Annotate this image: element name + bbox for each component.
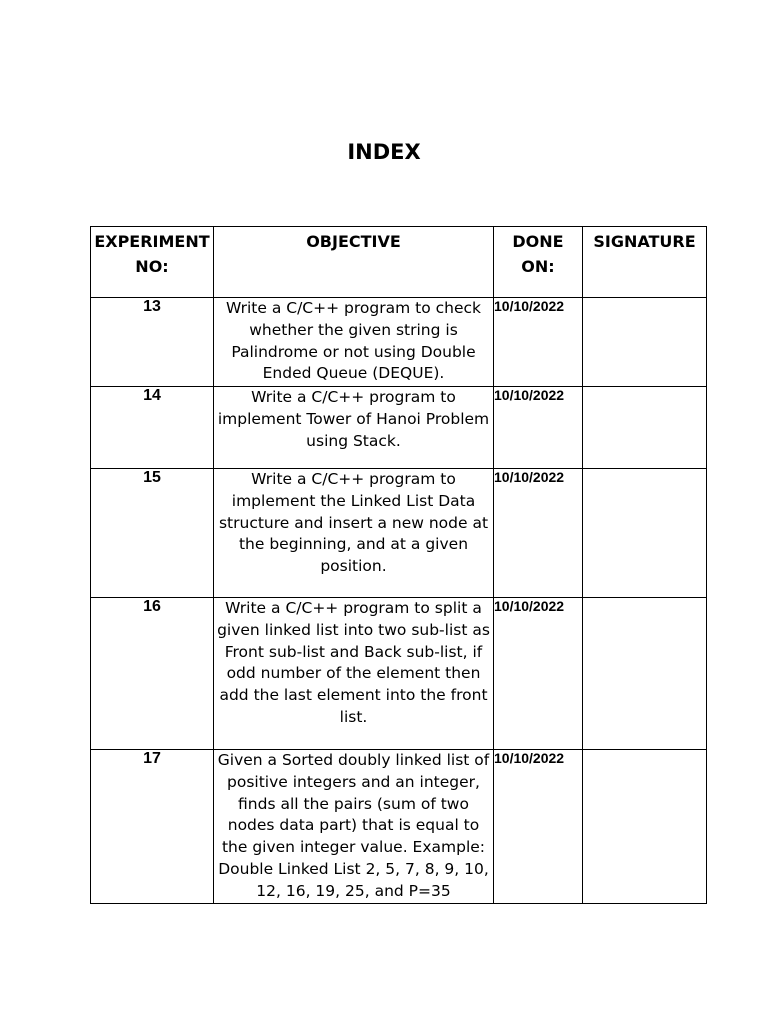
signature-cell [583, 750, 707, 904]
signature-cell [583, 598, 707, 750]
header-experiment-no: EXPERIMENT NO: [91, 227, 214, 298]
experiment-number: 16 [91, 598, 214, 750]
experiment-number: 14 [91, 387, 214, 469]
header-objective: OBJECTIVE [214, 227, 494, 298]
signature-cell [583, 469, 707, 598]
table-row [91, 298, 707, 387]
done-on-date: 10/10/2022 [494, 750, 583, 904]
experiment-number: 17 [91, 750, 214, 904]
done-on-date: 10/10/2022 [494, 598, 583, 750]
done-on-date: 10/10/2022 [494, 387, 583, 469]
header-done-on: DONE ON: [494, 227, 583, 298]
done-on-date: 10/10/2022 [494, 298, 583, 387]
table-row [91, 750, 707, 904]
objective-text: Given a Sorted doubly linked list of positive integers and an integer, finds all the pairs (sum of two nodes data part) that is equal to the given integer value. Example: Double Linked List 2, 5, 7, 8, 9, 10, 12, 16, 19, 25, and P=35 [214, 750, 494, 904]
objective-text: Write a C/C++ program to implement Tower of Hanoi Problem using Stack. [214, 387, 494, 469]
experiment-number: 13 [91, 298, 214, 387]
header-signature: SIGNATURE [583, 227, 707, 298]
index-table [90, 226, 707, 904]
done-on-date: 10/10/2022 [494, 469, 583, 598]
table-row [91, 598, 707, 750]
page-title: INDEX [347, 140, 421, 164]
table-row [91, 387, 707, 469]
experiment-number: 15 [91, 469, 214, 598]
objective-text: Write a C/C++ program to check whether the given string is Palindrome or not using Double Ended Queue (DEQUE). [214, 298, 494, 387]
signature-cell [583, 387, 707, 469]
objective-text: Write a C/C++ program to implement the Linked List Data structure and insert a new node at the beginning, and at a given position. [214, 469, 494, 598]
objective-text: Write a C/C++ program to split a given linked list into two sub-list as Front sub-list and Back sub-list, if odd number of the element then add the last element into the front list. [214, 598, 494, 750]
table-header-row [91, 227, 707, 298]
signature-cell [583, 298, 707, 387]
table-row [91, 469, 707, 598]
